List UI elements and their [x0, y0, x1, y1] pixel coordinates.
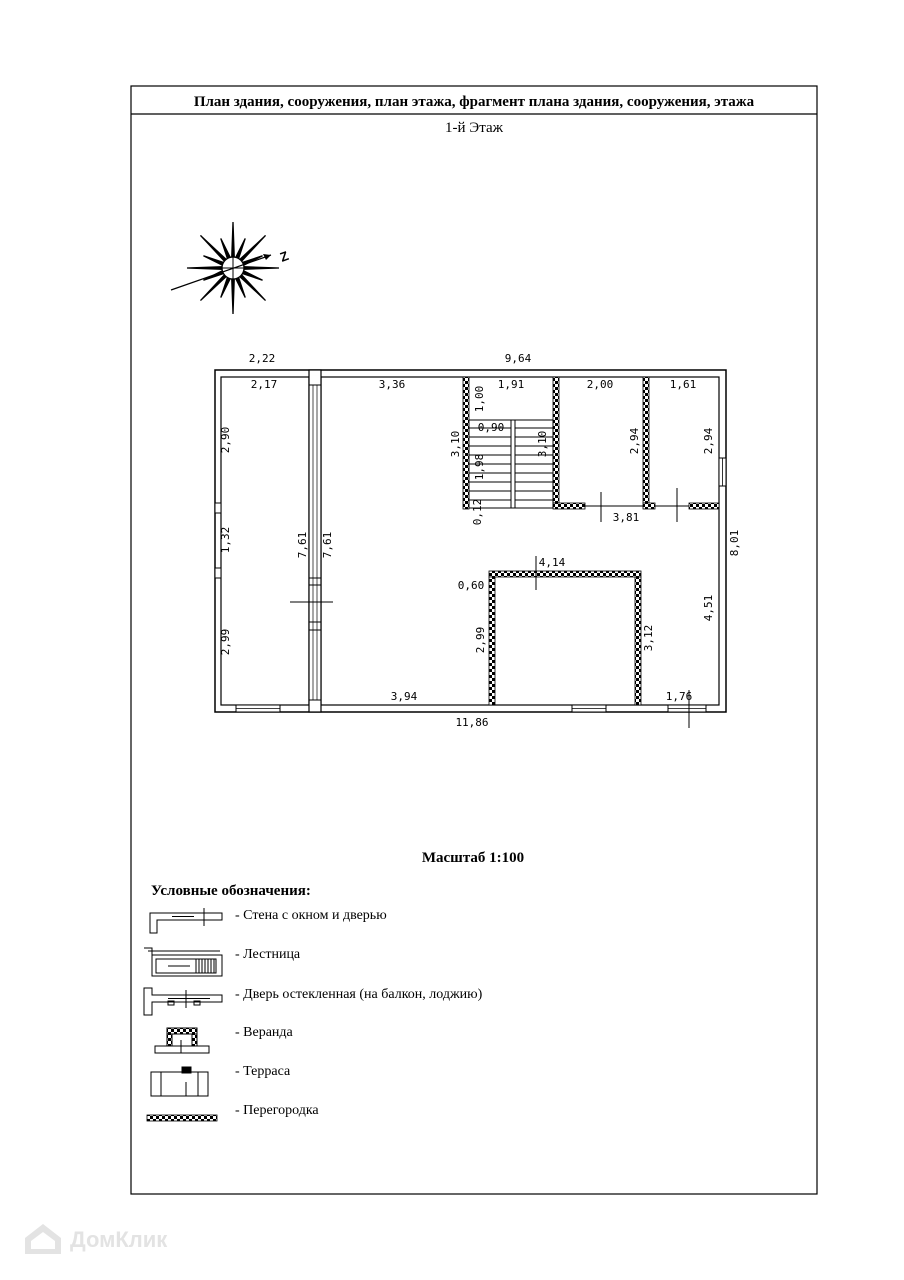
dim-2-17: 2,17: [250, 378, 278, 391]
legend-item-wall: - Стена с окном и дверью: [235, 908, 387, 923]
dim-1-76: 1,76: [665, 690, 693, 703]
bottom-window-right: [668, 705, 706, 712]
legend-item-stairs: - Лестница: [235, 947, 301, 962]
legend-item-partition: - Перегородка: [235, 1103, 319, 1118]
dim-8-01: 8,01: [728, 529, 741, 557]
dim-1-91: 1,91: [497, 378, 525, 391]
left-opening-top: [215, 503, 221, 513]
compass-ray: [232, 222, 235, 258]
compass-ray: [243, 267, 279, 270]
dim-1-00: 1,00: [473, 385, 486, 413]
dim-4-51: 4,51: [702, 594, 715, 622]
partition-icon: [147, 1115, 217, 1121]
legend-item-terrace: - Терраса: [235, 1064, 291, 1079]
left-opening-bottom: [215, 568, 221, 578]
dim-1-61: 1,61: [669, 378, 697, 391]
sheet-title: План здания, сооружения, план этажа, фрагмент плана здания, сооружения, этажа: [193, 94, 755, 110]
north-letter: Z: [277, 248, 291, 265]
wall-window-door-icon: [150, 908, 222, 933]
dim-3-81: 3,81: [612, 511, 640, 524]
dim-3-10-left: 3,10: [449, 430, 462, 458]
dim-1-32: 1,32: [219, 526, 232, 554]
dim-0-60: 0,60: [457, 579, 485, 592]
watermark-text: ДомКлик: [70, 1227, 168, 1252]
dim-3-10-right: 3,10: [536, 430, 549, 458]
dim-0-12: 0,12: [471, 498, 484, 526]
dim-2-00: 2,00: [586, 378, 614, 391]
scale-label: Масштаб 1:100: [421, 850, 525, 866]
dim-2-94-left: 2,94: [628, 427, 641, 455]
veranda-icon: [155, 1028, 209, 1053]
floor-label: 1-й Этаж: [445, 120, 503, 136]
compass-ray: [187, 267, 223, 270]
terrace-icon: [151, 1067, 208, 1096]
glazed-door-icon: [144, 988, 222, 1015]
compass-ray: [200, 235, 226, 261]
dim-2-99-right: 2,99: [474, 626, 487, 654]
bottom-window-left: [236, 705, 280, 712]
dim-2-99-left: 2,99: [219, 628, 232, 656]
legend-item-veranda: - Веранда: [235, 1025, 293, 1040]
north-arrow-line: [171, 255, 271, 290]
dim-7-61-right: 7,61: [321, 531, 334, 559]
compass-ray: [239, 274, 265, 300]
stairs-icon: [144, 948, 222, 976]
dim-11-86: 11,86: [455, 716, 489, 729]
dim-0-90: 0,90: [477, 421, 505, 434]
dim-4-14: 4,14: [538, 556, 566, 569]
dim-3-94: 3,94: [390, 690, 418, 703]
legend-item-glazed-door: - Дверь остекленная (на балкон, лоджию): [235, 987, 483, 1002]
dim-2-94-right: 2,94: [702, 427, 715, 455]
right-window: [719, 458, 726, 486]
dim-2-90: 2,90: [219, 426, 232, 454]
dim-9-64: 9,64: [504, 352, 532, 365]
compass-rose-icon: [171, 222, 279, 314]
dim-2-22: 2,22: [248, 352, 276, 365]
dim-3-12: 3,12: [642, 624, 655, 652]
dim-3-36: 3,36: [378, 378, 406, 391]
legend-title: Условные обозначения:: [151, 883, 311, 899]
dim-7-61-left: 7,61: [296, 531, 309, 559]
dim-1-98: 1,98: [473, 453, 486, 481]
house-logo-icon: [25, 1224, 61, 1254]
bottom-window-middle: [572, 705, 606, 712]
compass-ray: [232, 278, 235, 314]
